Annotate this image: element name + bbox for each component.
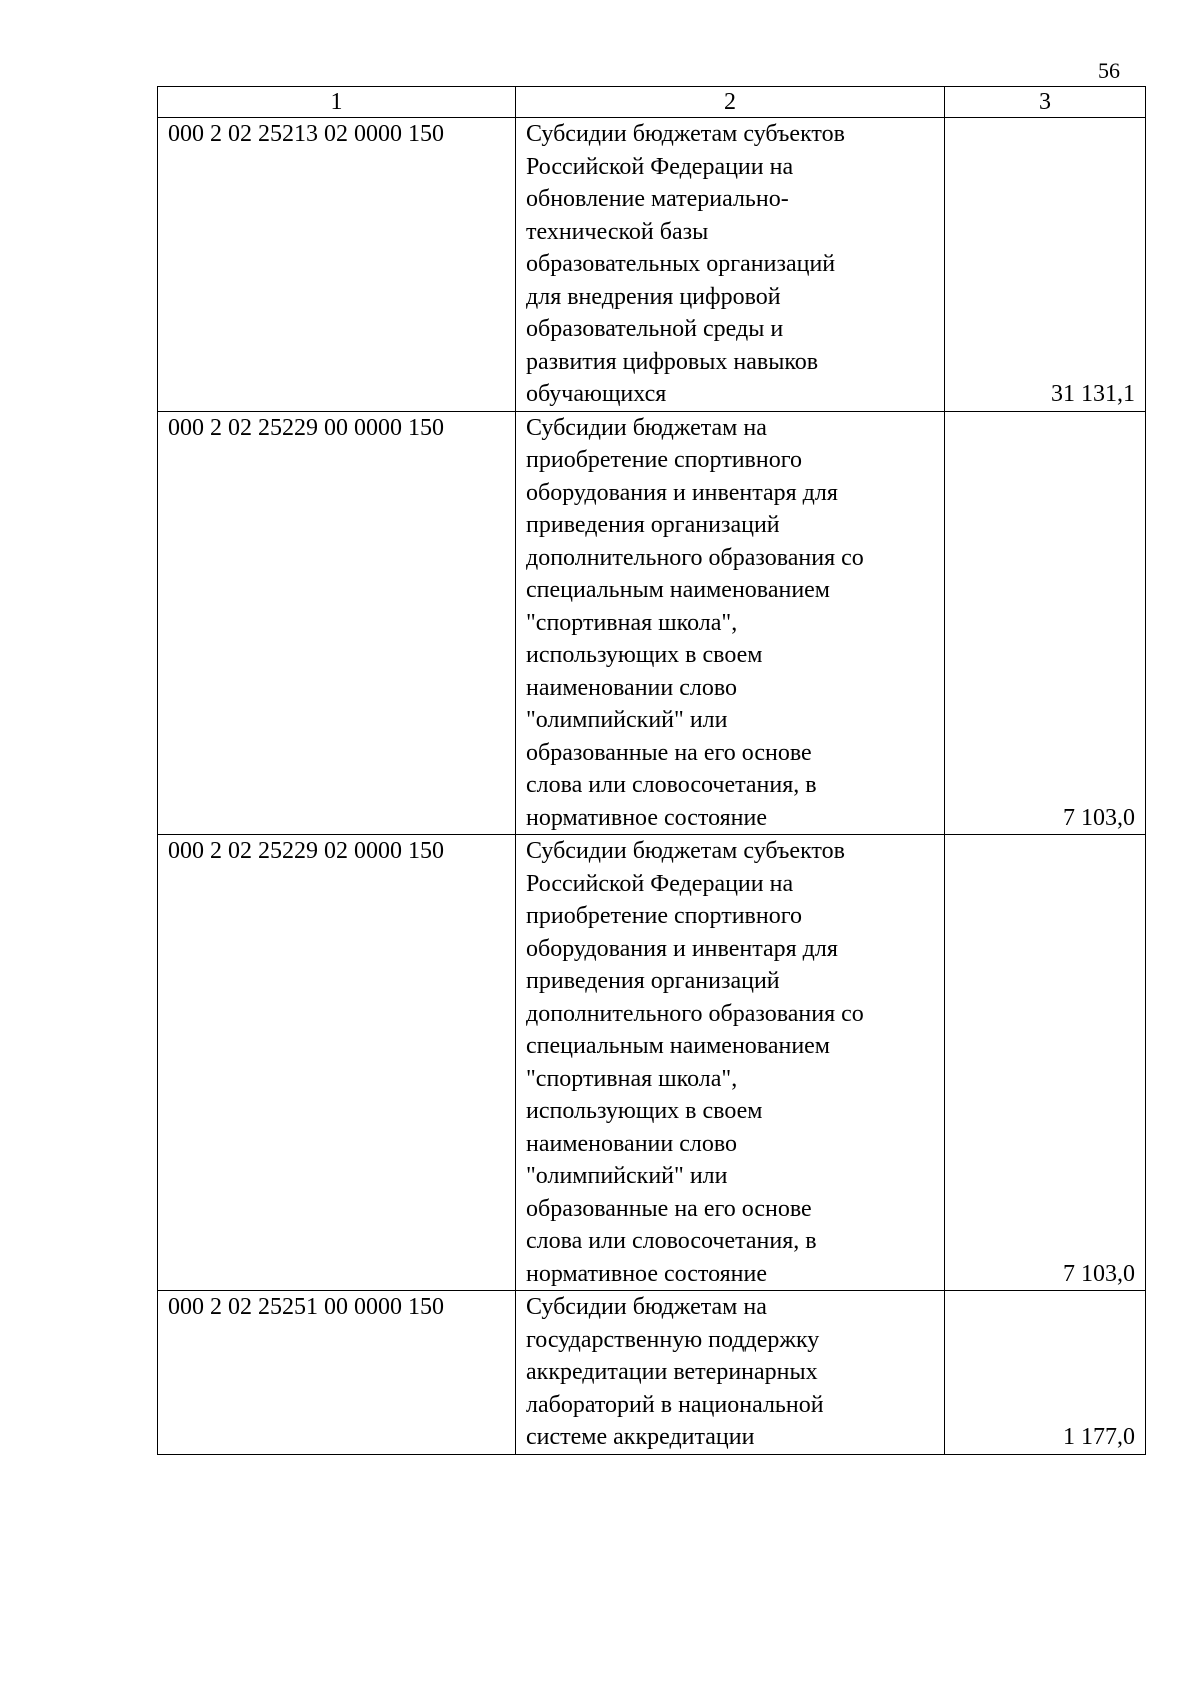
column-header-1: 1	[158, 87, 516, 118]
table-row	[158, 1291, 1146, 1455]
description-cell: Субсидии бюджетам субъектов Российской Федерации на приобретение спортивного оборудования и инвентаря для приведения организаций дополнительного образования со специальным наименованием "спортивная школа", использующих в своем наименовании слово "олимпийский" или образованные на его основе слова или словосочетания, в нормативное состояние	[516, 835, 945, 1291]
table-row	[158, 411, 1146, 835]
table-row	[158, 118, 1146, 412]
budget-code-cell: 000 2 02 25251 00 0000 150	[158, 1291, 516, 1455]
amount-cell: 31 131,1	[945, 118, 1146, 412]
table-row	[158, 835, 1146, 1291]
table-header-row	[158, 87, 1146, 118]
description-cell: Субсидии бюджетам субъектов Российской Федерации на обновление материально- технической базы образовательных организаций для внедрения цифровой образовательной среды и развития цифровых навыков обучающихся	[516, 118, 945, 412]
column-header-2: 2	[516, 87, 945, 118]
budget-code-cell: 000 2 02 25229 00 0000 150	[158, 411, 516, 835]
budget-code-cell: 000 2 02 25229 02 0000 150	[158, 835, 516, 1291]
budget-code-cell: 000 2 02 25213 02 0000 150	[158, 118, 516, 412]
budget-table	[157, 86, 1146, 1455]
description-cell: Субсидии бюджетам на приобретение спортивного оборудования и инвентаря для приведения организаций дополнительного образования со специальным наименованием "спортивная школа", использующих в своем наименовании слово "олимпийский" или образованные на его основе слова или словосочетания, в нормативное состояние	[516, 411, 945, 835]
amount-cell: 1 177,0	[945, 1291, 1146, 1455]
amount-cell: 7 103,0	[945, 411, 1146, 835]
description-cell: Субсидии бюджетам на государственную поддержку аккредитации ветеринарных лабораторий в национальной системе аккредитации	[516, 1291, 945, 1455]
column-header-3: 3	[945, 87, 1146, 118]
amount-cell: 7 103,0	[945, 835, 1146, 1291]
page-number: 56	[1098, 58, 1120, 83]
